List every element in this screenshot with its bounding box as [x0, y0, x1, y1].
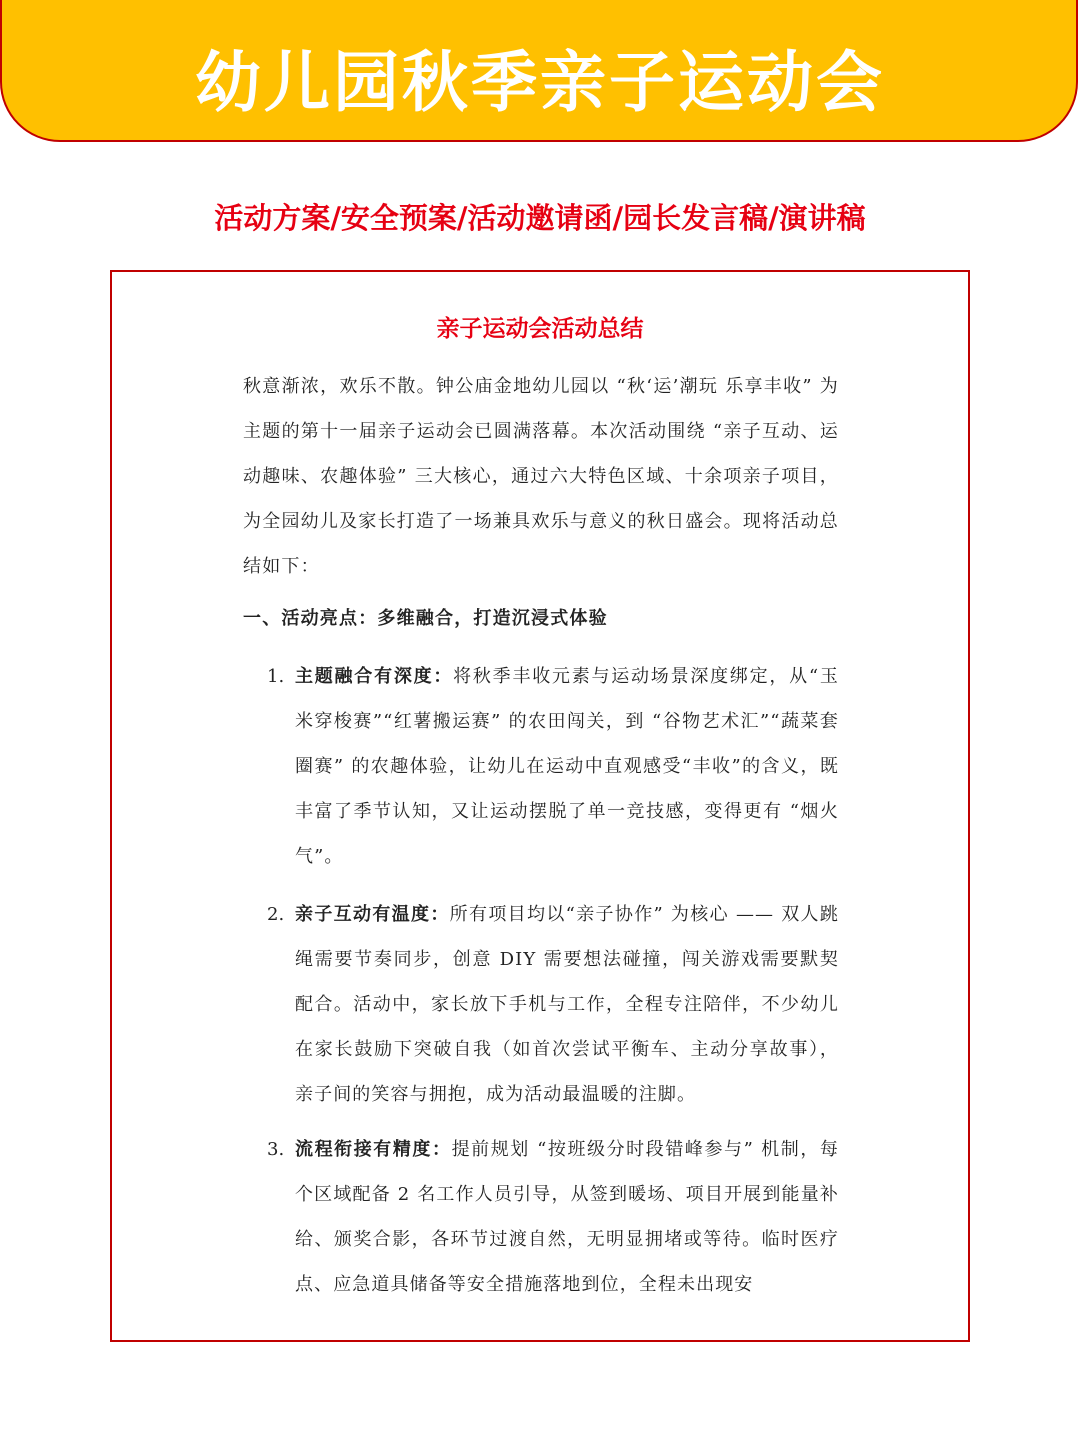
list-item-text: 所有项目均以“亲子协作” 为核心 —— 双人跳绳需要节奏同步，创意 DIY 需要想法碰撞，闯关游戏需要默契配合。活动中，家长放下手机与工作，全程专注陪伴，不少幼儿在家长鼓励下突破自我（如首次尝试平衡车、主动分享故事），亲子间的笑容与拥抱，成为活动最温暖的注脚。 — [295, 904, 839, 1105]
list-item-number: 2. — [267, 904, 285, 925]
list-item-body — [295, 892, 839, 1117]
list-item-text: 将秋季丰收元素与运动场景深度绑定，从“玉米穿梭赛”“红薯搬运赛” 的农田闯关，到 “谷物艺术汇”“蔬菜套圈赛” 的农趣体验，让幼儿在运动中直观感受“丰收”的含义，既丰富了季节认知，又让运动摆脱了单一竞技感，变得更有 “烟火气”。 — [295, 666, 839, 867]
section-heading: 一、活动亮点：多维融合，打造沉浸式体验 — [243, 608, 608, 629]
subtitle: 活动方案/安全预案/活动邀请函/园长发言稿/演讲稿 — [214, 201, 866, 235]
list-item-body — [295, 654, 839, 879]
list-item-number: 3. — [267, 1139, 285, 1160]
document-title: 亲子运动会活动总结 — [436, 316, 644, 342]
list-item-text: 提前规划 “按班级分时段错峰参与” 机制，每个区域配备 2 名工作人员引导，从签到暖场、项目开展到能量补给、颁奖合影，各环节过渡自然，无明显拥堵或等待。临时医疗点、应急道具储备等安全措施落地到位，全程未出现安 — [295, 1139, 839, 1295]
list-item-lead: 流程衔接有精度： — [295, 1139, 452, 1160]
list-item — [267, 1127, 839, 1307]
list-item-lead: 亲子互动有温度： — [295, 904, 450, 925]
list-item-lead: 主题融合有深度： — [295, 666, 454, 687]
intro-paragraph: 秋意渐浓，欢乐不散。钟公庙金地幼儿园以 “秋‘运’潮玩 乐享丰收” 为主题的第十一届亲子运动会已圆满落幕。本次活动围绕 “亲子互动、运动趣味、农趣体验” 三大核心，通过六大特色区域、十余项亲子项目，为全园幼儿及家长打造了一场兼具欢乐与意义的秋日盛会。现将活动总结如下： — [243, 376, 839, 577]
list-item-body — [295, 1127, 839, 1307]
list-item-number: 1. — [267, 666, 285, 687]
banner-title: 幼儿园秋季亲子运动会 — [195, 44, 885, 121]
document-frame — [110, 270, 970, 1342]
list-item — [267, 892, 839, 1117]
list-item — [267, 654, 839, 879]
